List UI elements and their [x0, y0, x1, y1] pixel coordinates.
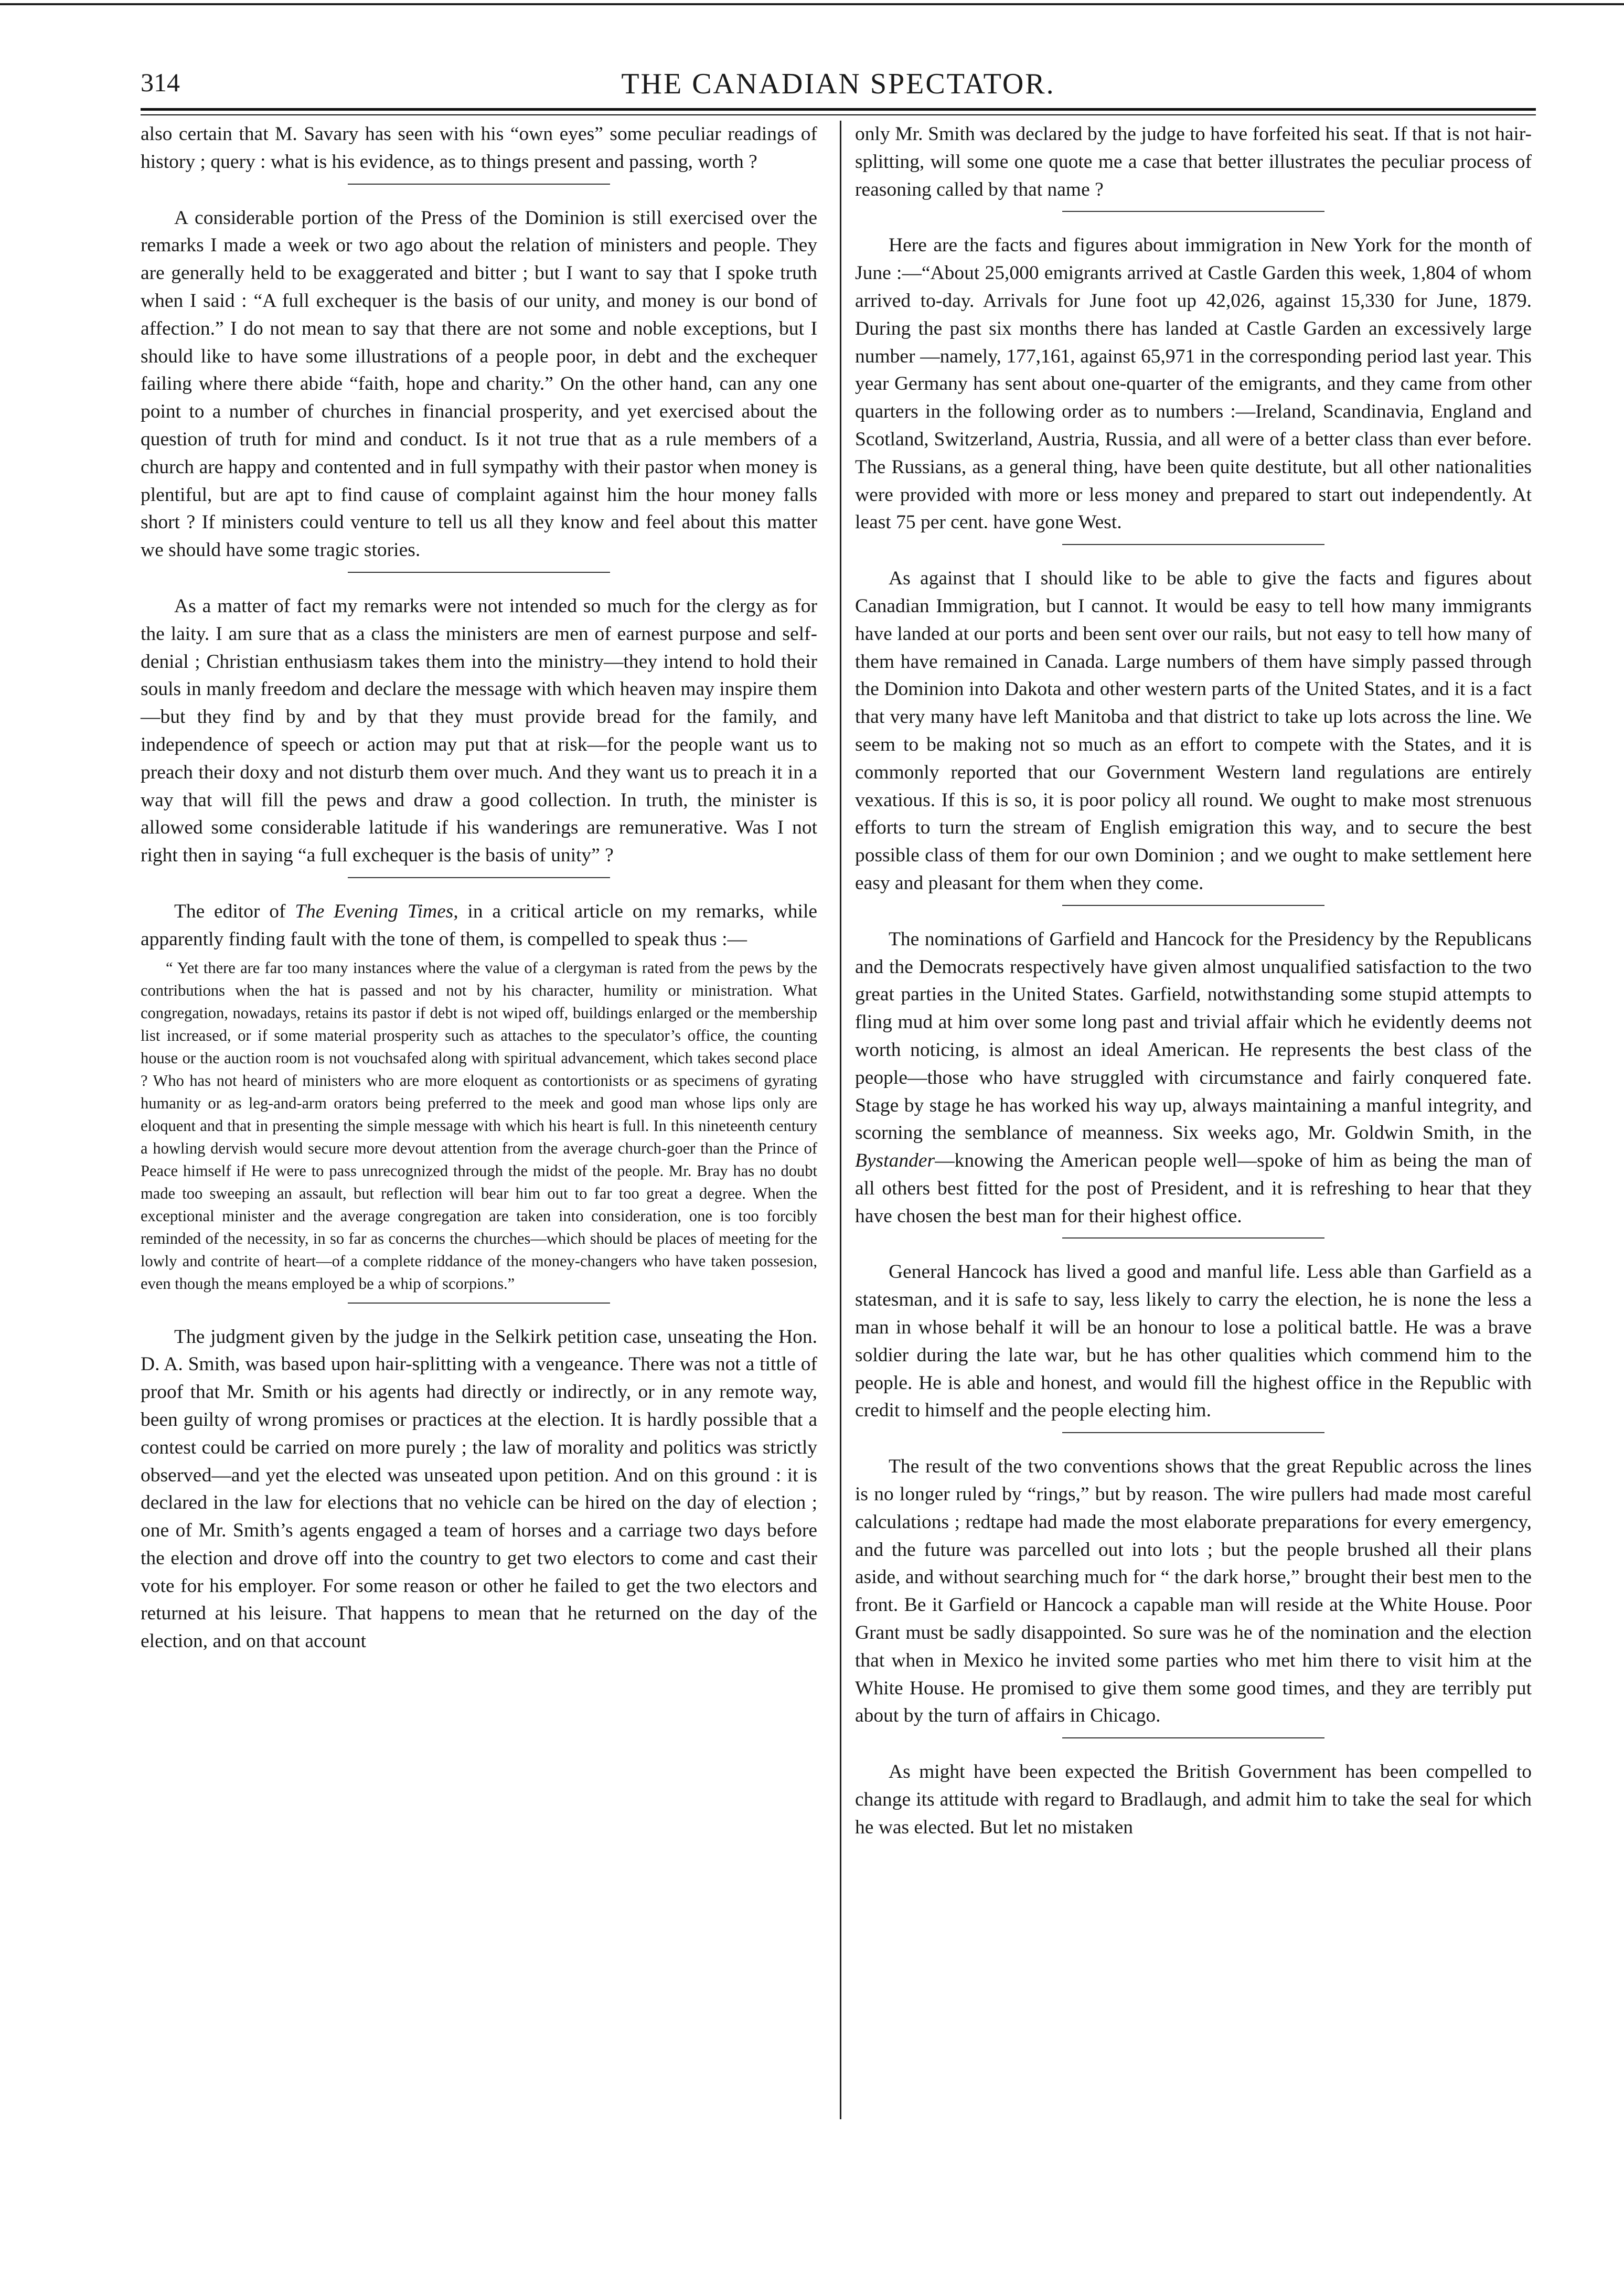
separator-rule: [1062, 905, 1324, 906]
paragraph: [141, 898, 817, 954]
paragraph: [855, 926, 1532, 1231]
paragraph: As might have been expected the British Government has been compelled to change its attitude with regard to Bradlaugh, and admit him to take the seal for which he was elected. But let no mistaken: [855, 1761, 1532, 1838]
left-column: [141, 121, 817, 1656]
header-rule-thin: [141, 114, 1536, 115]
separator-rule: [1062, 1737, 1324, 1738]
paragraph: A considerable portion of the Press of the Dominion is still exercised over the remarks I made a week or two ago about the relation of ministers and people. They are generally held to be exaggerated and bitter ; but I want to say that I spoke truth when I said : “A full exchequer is the basis of our unity, and money is our bond of affection.” I do not mean to say that there are not some and noble exceptions, but I should like to have some illustrations of a people poor, in debt and the exchequer failing where there abide “faith, hope and charity.” On the other hand, can any one point to a number of churches in financial prosperity, and yet exercised about the question of truth for mind and conduct. Is it not true that as a rule members of a church are happy and contented and in full sympathy with their pastor when money is plentiful, but are apt to find cause of complaint against him the hour money falls short ? If ministers could venture to tell us all they know and feel about this matter we should have some tragic stories.: [141, 207, 817, 561]
separator-rule: [1062, 1237, 1324, 1239]
paragraph: The judgment given by the judge in the Selkirk petition case, unseating the Hon. D. A. Smith, was based upon hair-splitting with a vengeance. There was not a tittle of proof that Mr. Smith or his agents had directly or indirectly, or in any remote way, been guilty of wrong promises or practices at the election. It is hardly possible that a contest could be carried on more purely ; the law of morality and politics was strictly observed—and yet the elected was unseated upon petition. And on this ground : it is declared in the law for elections that no vehicle can be hired on the day of election ; one of Mr. Smith’s agents engaged a team of horses and a carriage two days before the election and drove off into the country to get two electors to come and cast their vote for his employer. For some reason or other he failed to get the two electors and returned at his leisure. That happens to mean that he returned on the day of the election, and on that account: [141, 1326, 817, 1652]
separator-rule: [348, 1303, 610, 1304]
paragraph: only Mr. Smith was declared by the judge to have forfeited his seat. If that is not hair-splitting, will some one quote me a case that better illustrates the peculiar process of reasoning called by that name ?: [855, 123, 1532, 200]
column-divider: [840, 121, 841, 2119]
top-rule: [0, 3, 1624, 5]
newspaper-title: The Evening Times,: [295, 900, 458, 922]
separator-rule: [1062, 211, 1324, 212]
page-header: [141, 67, 1536, 104]
text-run: The nominations of Garfield and Hancock for the Presidency by the Republicans and the Democrats respectively have given almost unqualified satisfaction to the two great parties in the United States. Garfield, notwithstanding some stupid attempts to fling mud at him over some long past and trivial affair which he evidently deems not worth noticing, is almost an ideal American. He represents the best class of the people—those who have struggled with circumstance and fairly conquered fate. Stage by stage he has worked his way up, always maintaining a manful integrity, and scorning the semblance of meanness. Six weeks ago, Mr. Goldwin Smith, in the: [855, 928, 1532, 1144]
separator-rule: [1062, 544, 1324, 545]
separator-rule: [1062, 1432, 1324, 1433]
separator-rule: [348, 572, 610, 573]
paragraph: As a matter of fact my remarks were not intended so much for the clergy as for the laity. I am sure that as a class the ministers are men of earnest purpose and self-denial ; Christian enthusiasm takes them into the ministry—they intend to hold their souls in manly freedom and declare the message with which heaven may inspire them—but they find by and by that they must provide bread for the family, and independence of speech or action may put that at risk—for the people want us to preach their doxy and not disturb them over much. And they want us to preach it in a way that will fill the pews and draw a good collection. In truth, the minister is allowed some considerable latitude if his wanderings are remunerative. Was I not right then in saying “a full exchequer is the basis of unity” ?: [141, 595, 817, 867]
text-run: —knowing the American people well—spoke of him as being the man of all others best fitted for the post of President, and it is refreshing to hear that they have chosen the best man for their highest office.: [855, 1150, 1532, 1227]
right-column: [855, 121, 1532, 1842]
header-rule: [141, 108, 1536, 111]
text-run: in a critical article on my remarks, while apparently finding fault with the tone of them, is compelled to speak thus :—: [141, 900, 818, 950]
paragraph: As against that I should like to be able to give the facts and figures about Canadian Immigration, but I cannot. It would be easy to tell how many immigrants have landed at our ports and been sent over our rails, but not easy to tell how many of them have remained in Canada. Large numbers of them have simply passed through the Dominion into Dakota and other western parts of the United States, and it is a fact that very many have left Manitoba and that district to take up lots across the line. We seem to be making not so much as an effort to compete with the States, and it is commonly reported that our Government Western land regulations are entirely vexatious. If this is so, it is poor policy all round. We ought to make most strenuous efforts to turn the stream of English emigration this way, and to secure the best possible class of them for our own Dominion ; and we ought to make settlement here easy and pleasant for them when they come.: [855, 568, 1532, 894]
block-quote: “ Yet there are far too many instances where the value of a clergyman is rated from the pews by the contributions when the hat is passed and not by his character, humility or ministration. What congregation, nowadays, retains its pastor if debt is not wiped off, buildings enlarged or the membership list increased, or if some material prosperity such as attaches to the speculator’s office, the counting house or the auction room is not vouchsafed along with spiritual advancement, which takes second place ? Who has not heard of ministers who are more eloquent as contortionists or as specimens of gyrating humanity or as leg-and-arm orators being preferred to the meek and good man whose lips only are eloquent and that in presenting the simple message with which his heart is full. In this nineteenth century a howling dervish would secure more devout attention from the average church-goer than the Prince of Peace himself if He were to pass unrecognized through the midst of the people. Mr. Bray has no doubt made too sweeping an assault, but reflection will bear him out to far too great a degree. When the exceptional minister and the average congregation are taken into consideration, one is too forcibly reminded of the necessity, in so far as concerns the churches—which should be places of meeting for the lowly and contrite of heart—of a complete riddance of the money-changers who have taken possesion, even though the means employed be a whip of scorpions.”: [141, 958, 817, 1293]
separator-rule: [348, 184, 610, 185]
masthead-title: THE CANADIAN SPECTATOR.: [621, 68, 1055, 100]
newspaper-title: Bystander: [855, 1150, 935, 1172]
paragraph: The result of the two conventions shows that the great Republic across the lines is no longer ruled by “rings,” but by reason. The wire pullers had made most careful calculations ; redtape had made the most elaborate preparations for every emergency, and the future was parcelled out into lots ; but the people brushed all their plans aside, and without searching much for “ the dark horse,” brought their best men to the front. Be it Garfield or Hancock a capable man will reside at the White House. Poor Grant must be sadly disappointed. So sure was he of the nomination and the election that when in Mexico he invited some parties who met him there to visit him at the White House. He promised to give them some good times, and they are terribly put about by the turn of affairs in Chicago.: [855, 1456, 1532, 1727]
paragraph: Here are the facts and figures about immigration in New York for the month of June :—“About 25,000 emigrants arrived at Castle Garden this week, 1,804 of whom arrived to-day. Arrivals for June foot up 42,026, against 15,330 for June, 1879. During the past six months there has landed at Castle Garden an excessively large number —namely, 177,161, against 65,971 in the corresponding period last year. This year Germany has sent about one-quarter of the emigrants, and they came from other quarters in the following order as to numbers :—Ireland, Scandinavia, England and Scotland, Switzerland, Austria, Russia, and all were of a better class than ever before. The Russians, as a general thing, have been quite destitute, but all other nationalities were provided with more or less money and prepared to start out independently. At least 75 per cent. have gone West.: [855, 234, 1532, 533]
text-run: The editor of: [174, 900, 295, 922]
page-number: 314: [141, 68, 180, 97]
paragraph: also certain that M. Savary has seen with his “own eyes” some peculiar readings of history ; query : what is his evidence, as to things present and passing, worth ?: [141, 123, 817, 173]
paragraph: General Hancock has lived a good and manful life. Less able than Garfield as a statesman, and it is safe to say, less likely to carry the election, he is none the less a man in whose behalf it will be an honour to lose a political battle. He was a brave soldier during the late war, but he has other qualities which commend him to the people. He is able and honest, and would fill the highest office in the Republic with credit to himself and the people electing him.: [855, 1261, 1532, 1422]
separator-rule: [348, 877, 610, 878]
